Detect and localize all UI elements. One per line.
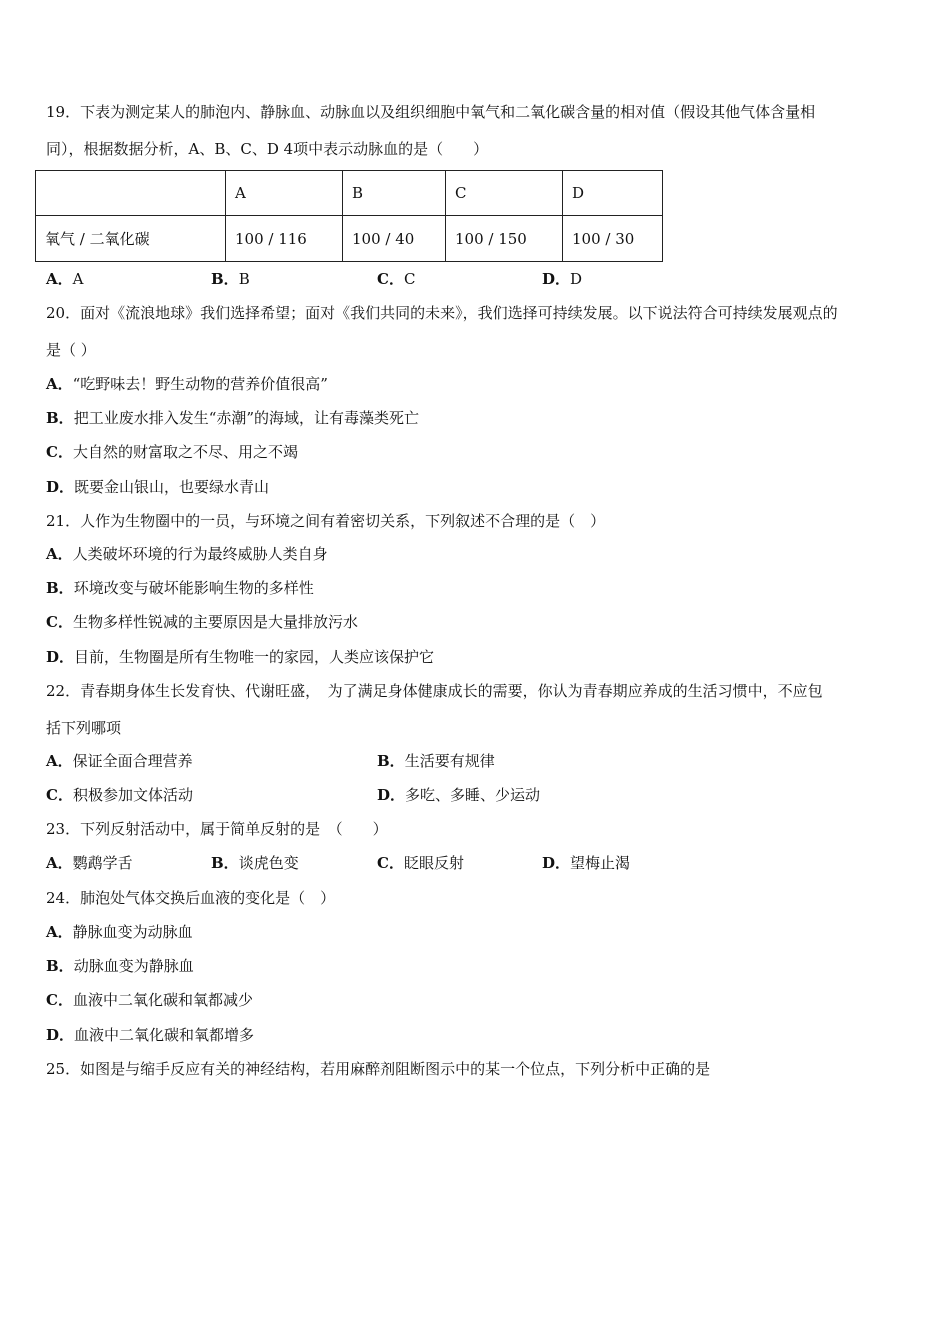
q24-stem: 24．肺泡处气体交换后血液的变化是（ ） [46,889,336,907]
table-cell: 100 / 40 [343,216,446,262]
q19-option-d: D．D [542,270,583,288]
q20-option-c: C．大自然的财富取之不尽、用之不竭 [46,443,298,461]
q25-stem: 25．如图是与缩手反应有关的神经结构，若用麻醉剂阻断图示中的某一个位点，下列分析中正确的是 [46,1060,711,1078]
table-cell: 氧气 / 二氧化碳 [36,216,226,262]
q23-stem: 23．下列反射活动中，属于简单反射的是 （ ） [46,820,388,838]
table-header-cell: A [226,171,343,216]
q24-option-d: D．血液中二氧化碳和氧都增多 [46,1026,255,1044]
table-cell: 100 / 116 [226,216,343,262]
table-header-cell: C [446,171,563,216]
q21-stem: 21．人作为生物圈中的一员，与环境之间有着密切关系，下列叙述不合理的是（ ） [46,512,606,530]
q22-option-c: C．积极参加文体活动 [46,786,193,804]
q21-option-d: D．目前，生物圈是所有生物唯一的家园，人类应该保护它 [46,648,435,666]
q19-option-b: B．B [211,270,250,288]
q23-option-c: C．眨眼反射 [377,854,464,872]
q19-stem-line2: 同），根据数据分析，A、B、C、D 4项中表示动脉血的是（ ） [46,140,489,158]
q19-option-a: A．A [46,270,84,288]
q20-option-b: B．把工业废水排入发生“赤潮”的海域，让有毒藻类死亡 [46,409,420,427]
table-header-cell: D [563,171,663,216]
q19-stem-line1: 19．下表为测定某人的肺泡内、静脉血、动脉血以及组织细胞中氧气和二氧化碳含量的相对值（假设其他气体含量相 [46,103,816,121]
q23-option-a: A．鹦鹉学舌 [46,854,133,872]
q24-option-c: C．血液中二氧化碳和氧都减少 [46,991,253,1009]
table-cell: 100 / 30 [563,216,663,262]
table-cell: 100 / 150 [446,216,563,262]
q21-option-b: B．环境改变与破坏能影响生物的多样性 [46,579,314,597]
q22-option-a: A．保证全面合理营养 [46,752,193,770]
q21-option-c: C．生物多样性锐减的主要原因是大量排放污水 [46,613,358,631]
q21-option-a: A．人类破坏环境的行为最终威胁人类自身 [46,545,328,563]
q19-option-c: C．C [377,270,416,288]
table-header-row [36,171,663,216]
q22-option-b: B．生活要有规律 [377,752,495,770]
q23-option-b: B．谈虎色变 [211,854,299,872]
q22-option-d: D．多吃、多睡、少运动 [377,786,541,804]
q24-option-a: A．静脉血变为动脉血 [46,923,193,941]
table-header-cell: B [343,171,446,216]
q19-data-table [35,170,663,262]
q20-option-a: A．“吃野味去！野生动物的营养价值很高” [46,375,328,393]
q24-option-b: B．动脉血变为静脉血 [46,957,194,975]
q20-stem-line1: 20．面对《流浪地球》我们选择希望；面对《我们共同的未来》，我们选择可持续发展。以下说法符合可持续发展观点的 [46,304,838,322]
q22-stem-line1: 22．青春期身体生长发育快、代谢旺盛， 为了满足身体健康成长的需要，你认为青春期应养成的生活习惯中，不应包 [46,682,823,700]
table-header-cell [36,171,226,216]
q20-option-d: D．既要金山银山，也要绿水青山 [46,478,270,496]
q22-stem-line2: 括下列哪项 [46,719,122,737]
table-row [36,216,663,262]
q23-option-d: D．望梅止渴 [542,854,631,872]
q20-stem-line2: 是（ ） [46,341,96,359]
